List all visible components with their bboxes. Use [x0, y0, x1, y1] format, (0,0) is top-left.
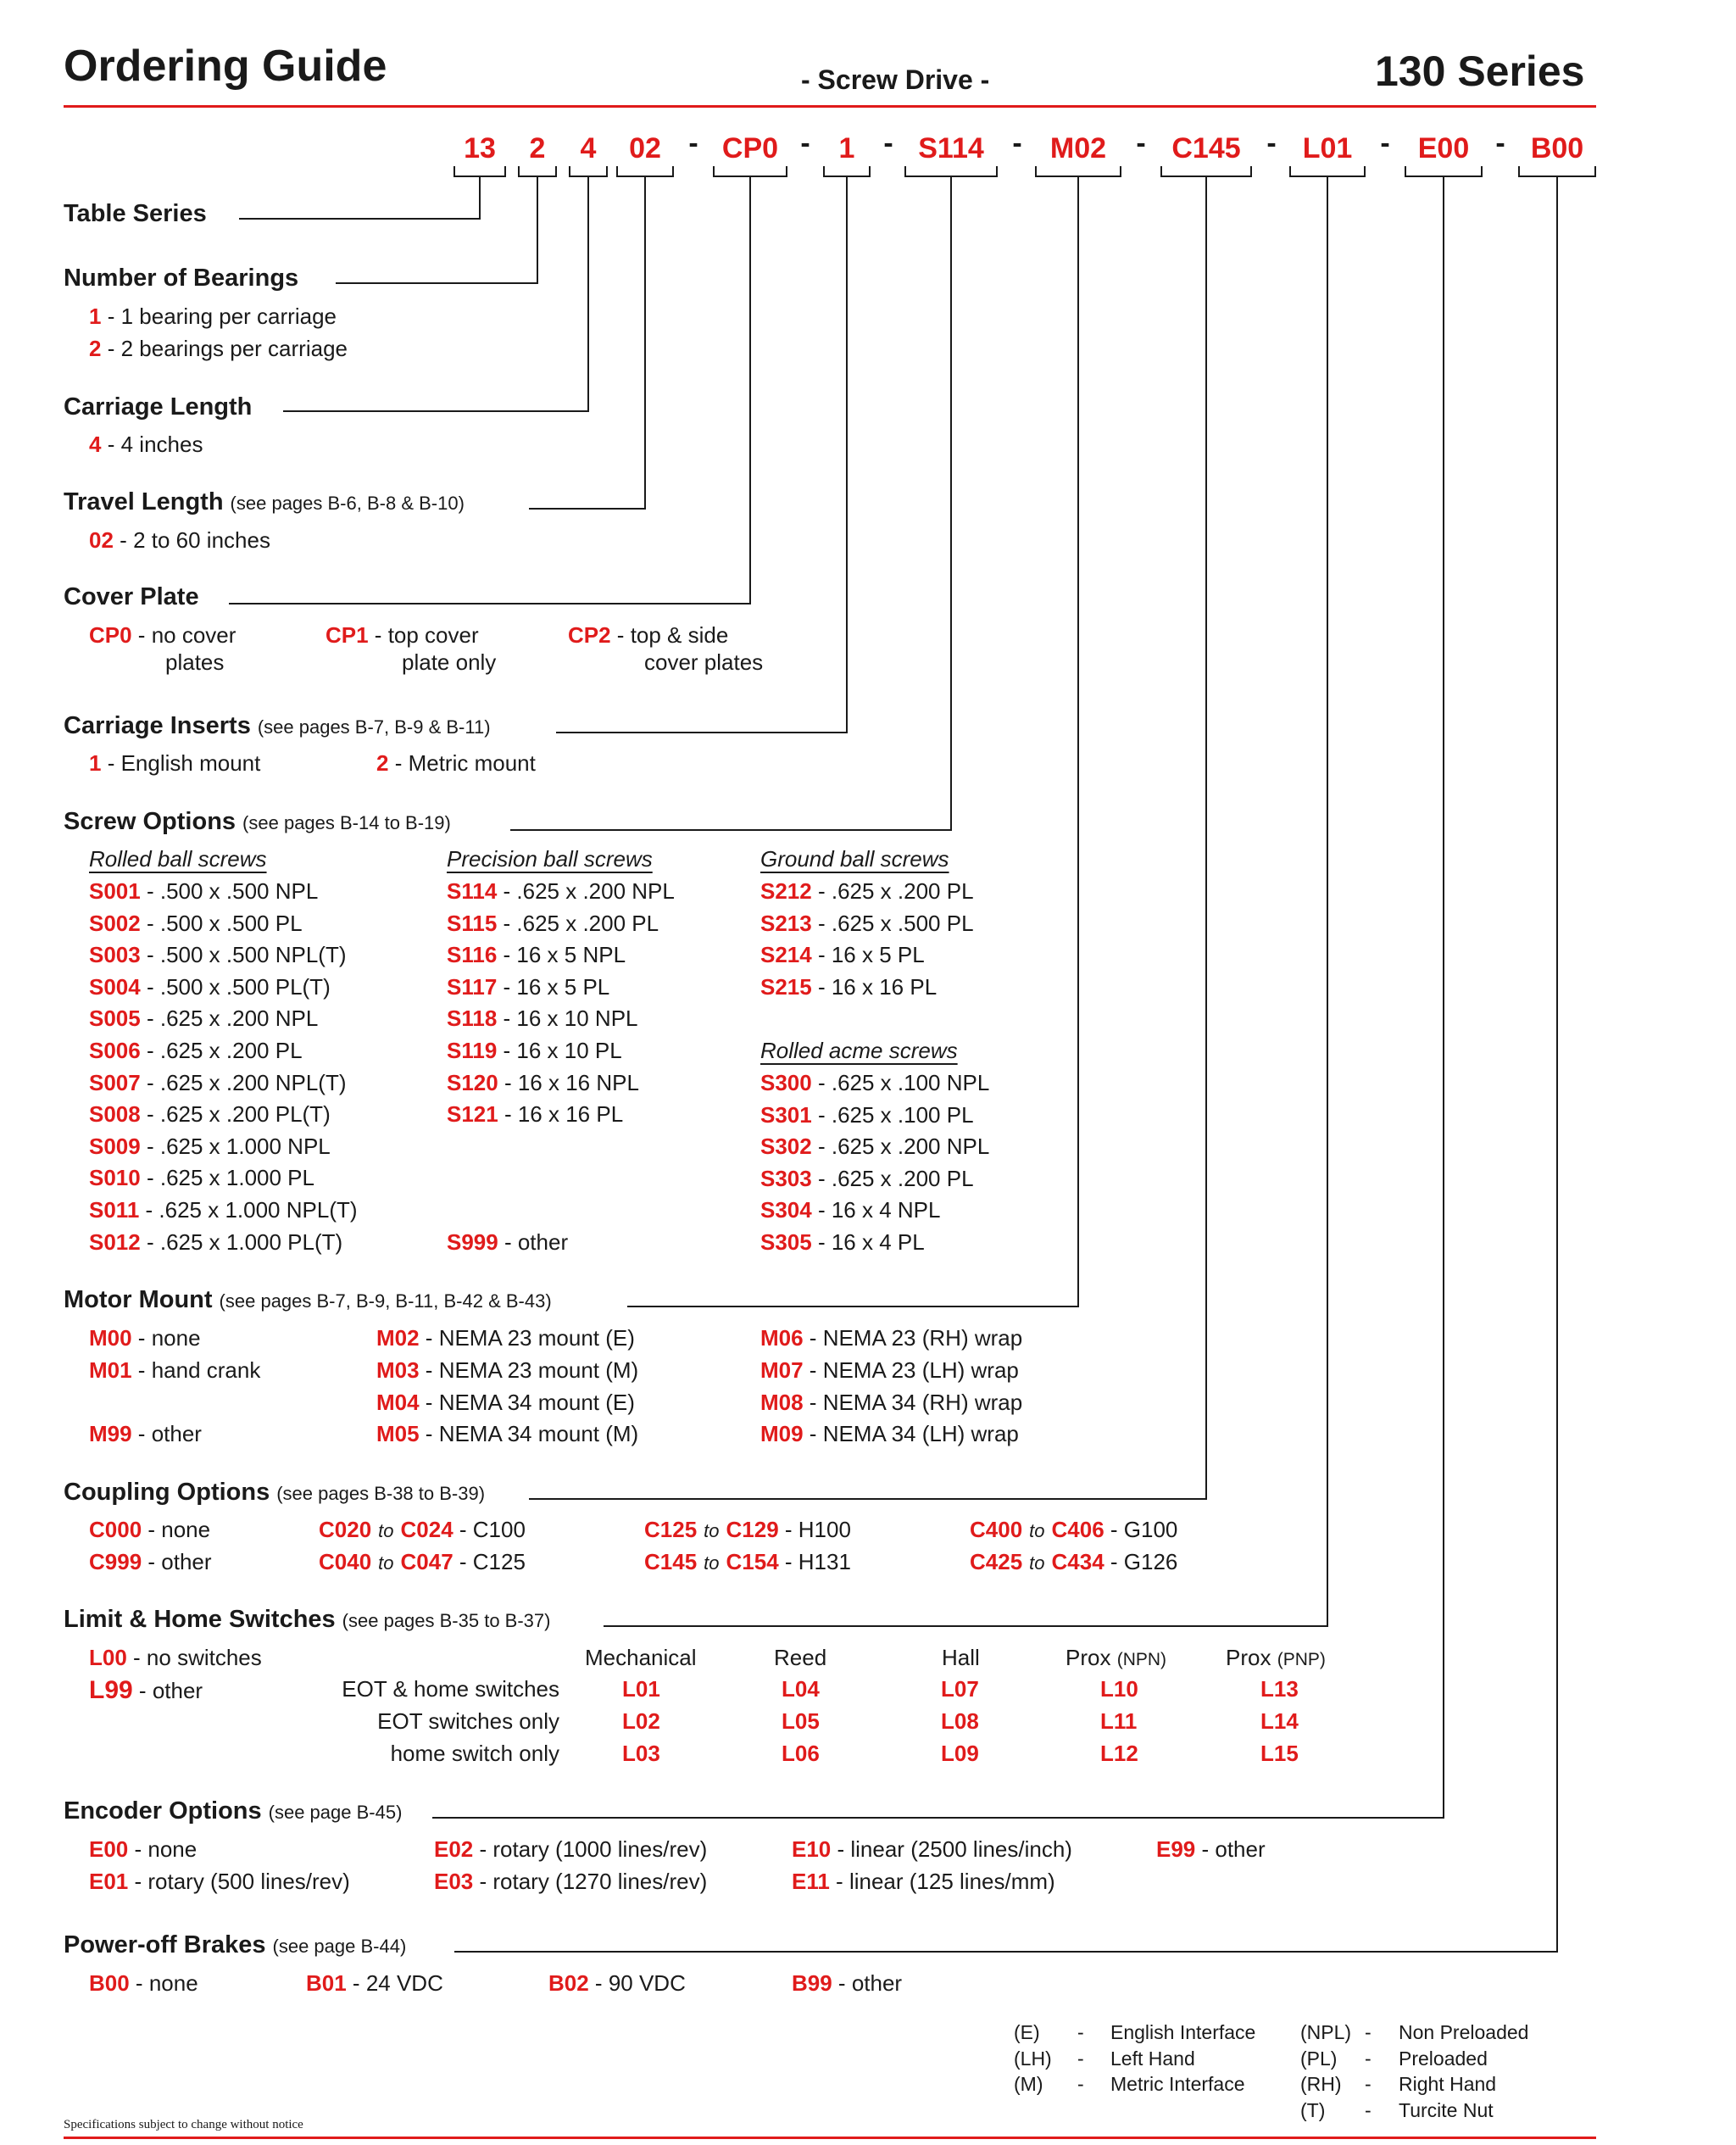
option-item: M08 - NEMA 34 (RH) wrap: [760, 1390, 1023, 1415]
option-item: S116 - 16 x 5 NPL: [447, 942, 626, 968]
legend-dash: -: [1077, 2073, 1084, 2095]
limit-switch-code: L07: [941, 1676, 979, 1702]
legend-text: Right Hand: [1399, 2073, 1497, 2095]
option-item: M02 - NEMA 23 mount (E): [376, 1325, 635, 1351]
section-title: Travel Length (see pages B-6, B-8 & B-10): [64, 488, 465, 515]
option-item: E01 - rotary (500 lines/rev): [89, 1869, 350, 1894]
option-item: S010 - .625 x 1.000 PL: [89, 1165, 314, 1191]
option-item: B02 - 90 VDC: [548, 1970, 686, 1996]
legend-text: Metric Interface: [1110, 2073, 1245, 2095]
section-title: Table Series: [64, 200, 207, 227]
limit-switch-code: L13: [1260, 1676, 1299, 1702]
code-cover: CP0: [721, 132, 779, 164]
option-item: S007 - .625 x .200 NPL(T): [89, 1069, 347, 1095]
option-item: S009 - .625 x 1.000 NPL: [89, 1133, 331, 1159]
option-item: B00 - none: [89, 1970, 198, 1996]
option-item: S002 - .500 x .500 PL: [89, 910, 303, 936]
code-dash: -: [1136, 127, 1146, 159]
legend-dash: -: [1365, 2021, 1372, 2043]
option-item: CP1 - top cover: [326, 622, 479, 648]
option-item: C145 to C154 - H131: [644, 1549, 851, 1574]
legend-text: Left Hand: [1110, 2047, 1195, 2070]
series-label: 130 Series: [1375, 47, 1585, 95]
option-item: S215 - 16 x 16 PL: [760, 973, 938, 1000]
limit-switch-code: L01: [622, 1676, 660, 1702]
code-limit: L01: [1302, 132, 1353, 164]
code-coupling: C145: [1171, 132, 1241, 164]
legend-dash: -: [1365, 2098, 1372, 2121]
legend-abbr: (M): [1014, 2073, 1043, 2095]
option-item: S006 - .625 x .200 PL: [89, 1038, 303, 1063]
option-item: M00 - none: [89, 1325, 201, 1351]
option-item: S008 - .625 x .200 PL(T): [89, 1101, 331, 1128]
section-title: Coupling Options (see pages B-38 to B-39): [64, 1479, 486, 1506]
option-item: L99 - other: [89, 1676, 203, 1704]
legend-abbr: (T): [1300, 2098, 1326, 2121]
legend-dash: -: [1077, 2047, 1084, 2070]
code-table-series: 13: [464, 132, 496, 164]
legend-abbr: (PL): [1300, 2047, 1338, 2070]
subheading: Rolled acme screws: [760, 1038, 958, 1063]
code-screw: S114: [918, 132, 984, 164]
option-item: 02 - 2 to 60 inches: [89, 527, 270, 553]
limit-switch-code: L10: [1100, 1676, 1138, 1702]
option-item: E02 - rotary (1000 lines/rev): [434, 1836, 708, 1862]
code-motor: M02: [1049, 132, 1107, 164]
option-item: S305 - 16 x 4 PL: [760, 1229, 925, 1255]
option-item: S300 - .625 x .100 NPL: [760, 1070, 990, 1095]
legend-abbr: (NPL): [1300, 2021, 1352, 2043]
section-title: Carriage Length: [64, 393, 253, 421]
section-title: Screw Options (see pages B-14 to B-19): [64, 808, 451, 835]
option-item: M05 - NEMA 34 mount (M): [376, 1421, 639, 1446]
option-item: 1 - English mount: [89, 750, 261, 776]
option-item: M06 - NEMA 23 (RH) wrap: [760, 1325, 1023, 1351]
option-item-cont: cover plates: [644, 649, 764, 675]
option-item: S304 - 16 x 4 NPL: [760, 1197, 941, 1223]
option-item: E11 - linear (125 lines/mm): [792, 1869, 1055, 1894]
section-title: Carriage Inserts (see pages B-7, B-9 & B-11): [64, 712, 491, 739]
option-item: C125 to C129 - H100: [644, 1517, 851, 1542]
option-item: S119 - 16 x 10 PL: [447, 1038, 622, 1063]
subheading: Ground ball screws: [760, 846, 949, 872]
code-dash: -: [1495, 127, 1505, 159]
option-item: S121 - 16 x 16 PL: [447, 1101, 624, 1128]
option-item: M04 - NEMA 34 mount (E): [376, 1390, 635, 1415]
option-item: M09 - NEMA 34 (LH) wrap: [760, 1421, 1019, 1446]
option-item: S120 - 16 x 16 NPL: [447, 1069, 639, 1095]
limit-switch-code: L05: [782, 1708, 820, 1734]
subheading: Precision ball screws: [447, 846, 653, 872]
column-header: Prox (NPN): [1066, 1645, 1167, 1670]
limit-switch-code: L03: [622, 1741, 660, 1766]
row-label: EOT & home switches: [342, 1676, 559, 1702]
legend-text: Turcite Nut: [1399, 2098, 1494, 2121]
option-item: S214 - 16 x 5 PL: [760, 942, 925, 968]
code-inserts: 1: [838, 132, 855, 164]
option-item: CP0 - no cover: [89, 622, 236, 648]
legend-dash: -: [1365, 2047, 1372, 2070]
option-item: S212 - .625 x .200 PL: [760, 878, 974, 904]
limit-switch-code: L12: [1100, 1741, 1138, 1766]
option-item: C425 to C434 - G126: [970, 1549, 1178, 1574]
option-item: S301 - .625 x .100 PL: [760, 1101, 974, 1128]
row-label: EOT switches only: [377, 1708, 559, 1734]
page-title: Ordering Guide: [64, 42, 387, 91]
code-dash: -: [1380, 127, 1390, 159]
option-item: S213 - .625 x .500 PL: [760, 910, 974, 936]
limit-switch-code: L15: [1260, 1741, 1299, 1766]
option-item: C040 to C047 - C125: [319, 1549, 526, 1574]
legend-abbr: (RH): [1300, 2073, 1342, 2095]
section-title: Cover Plate: [64, 583, 199, 610]
option-item: S302 - .625 x .200 NPL: [760, 1134, 990, 1160]
option-item: S114 - .625 x .200 NPL: [447, 878, 675, 904]
code-carriage: 4: [580, 132, 597, 164]
limit-switch-code: L06: [782, 1741, 820, 1766]
column-header: Prox (PNP): [1226, 1645, 1326, 1670]
code-dash: -: [1012, 127, 1022, 159]
option-item: C400 to C406 - G100: [970, 1517, 1178, 1542]
column-header: Mechanical: [585, 1645, 697, 1670]
option-item: M03 - NEMA 23 mount (M): [376, 1357, 639, 1383]
code-dash: -: [688, 127, 698, 159]
option-item: CP2 - top & side: [568, 622, 729, 648]
footer-note: Specifications subject to change without notice: [64, 2118, 303, 2131]
row-label: home switch only: [390, 1741, 559, 1766]
code-brakes: B00: [1530, 132, 1584, 164]
option-item: C020 to C024 - C100: [319, 1517, 526, 1542]
code-bearings: 2: [529, 132, 546, 164]
page-subtitle: - Screw Drive -: [801, 64, 990, 95]
option-item: S012 - .625 x 1.000 PL(T): [89, 1228, 343, 1255]
option-item: S005 - .625 x .200 NPL: [89, 1006, 319, 1032]
legend-dash: -: [1365, 2073, 1372, 2095]
option-item: M99 - other: [89, 1421, 202, 1446]
option-item: E00 - none: [89, 1836, 198, 1862]
option-item: S115 - .625 x .200 PL: [447, 910, 659, 936]
option-item: E10 - linear (2500 lines/inch): [792, 1836, 1072, 1862]
option-item: 2 - 2 bearings per carriage: [89, 336, 348, 361]
legend-abbr: (LH): [1014, 2047, 1052, 2070]
column-header: Hall: [942, 1645, 980, 1670]
code-travel: 02: [629, 132, 661, 164]
option-item: E03 - rotary (1270 lines/rev): [434, 1869, 708, 1894]
section-title: Power-off Brakes (see page B-44): [64, 1931, 407, 1958]
option-item: C000 - none: [89, 1517, 211, 1542]
option-item: S118 - 16 x 10 NPL: [447, 1006, 638, 1032]
option-item: B01 - 24 VDC: [306, 1970, 443, 1996]
column-header: Reed: [774, 1645, 827, 1670]
option-item-cont: plate only: [402, 649, 497, 675]
legend-text: Preloaded: [1399, 2047, 1488, 2070]
limit-switch-code: L02: [622, 1708, 660, 1734]
option-item: 4 - 4 inches: [89, 432, 203, 457]
legend-text: Non Preloaded: [1399, 2021, 1529, 2043]
option-item: M01 - hand crank: [89, 1357, 261, 1383]
limit-switch-code: L11: [1100, 1708, 1138, 1734]
limit-switch-code: L09: [941, 1741, 979, 1766]
legend-text: English Interface: [1110, 2021, 1256, 2043]
option-item: S117 - 16 x 5 PL: [447, 973, 610, 1000]
option-item: B99 - other: [792, 1970, 903, 1996]
option-item: S004 - .500 x .500 PL(T): [89, 973, 331, 1000]
option-item: E99 - other: [1156, 1836, 1266, 1862]
option-item: S003 - .500 x .500 NPL(T): [89, 942, 347, 968]
footer-rule: [64, 2137, 1596, 2139]
option-item: C999 - other: [89, 1549, 212, 1574]
code-dash: -: [1266, 127, 1277, 159]
code-dash: -: [883, 127, 893, 159]
limit-switch-code: L14: [1260, 1708, 1299, 1734]
code-dash: -: [800, 127, 810, 159]
limit-switch-code: L08: [941, 1708, 979, 1734]
option-item: M07 - NEMA 23 (LH) wrap: [760, 1357, 1019, 1383]
section-title: Number of Bearings: [64, 265, 299, 292]
section-title: Limit & Home Switches (see pages B-35 to B-37): [64, 1606, 551, 1633]
option-item: S001 - .500 x .500 NPL: [89, 878, 319, 904]
option-item-cont: plates: [165, 649, 225, 675]
option-item: S999 - other: [447, 1229, 569, 1255]
legend-dash: -: [1077, 2021, 1084, 2043]
option-item: L00 - no switches: [89, 1645, 262, 1670]
section-title: Motor Mount (see pages B-7, B-9, B-11, B-42 & B-43): [64, 1286, 552, 1313]
subheading: Rolled ball screws: [89, 846, 267, 872]
option-item: S303 - .625 x .200 PL: [760, 1165, 974, 1191]
limit-switch-code: L04: [782, 1676, 820, 1702]
option-item: S011 - .625 x 1.000 NPL(T): [89, 1197, 358, 1223]
option-item: 2 - Metric mount: [376, 750, 536, 776]
legend-abbr: (E): [1014, 2021, 1040, 2043]
code-encoder: E00: [1417, 132, 1470, 164]
section-title: Encoder Options (see page B-45): [64, 1797, 403, 1825]
option-item: 1 - 1 bearing per carriage: [89, 304, 337, 329]
